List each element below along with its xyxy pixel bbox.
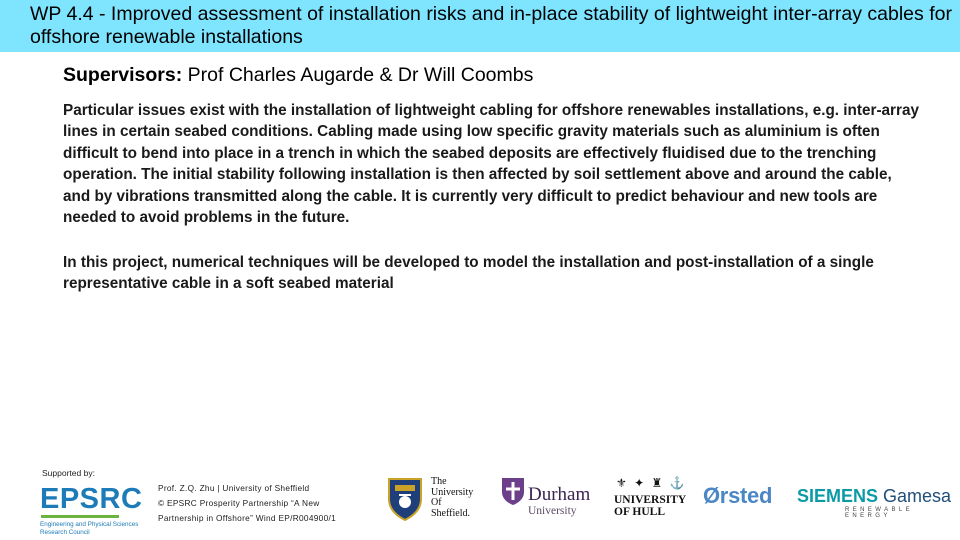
siemens-gamesa-logo <box>797 486 951 507</box>
epsrc-wordmark: EPSRC <box>40 483 143 515</box>
sheffield-wordmark <box>431 477 473 519</box>
supported-by-label: Supported by: <box>42 468 95 478</box>
sheffield-text-line: Sheffield. <box>431 507 470 519</box>
title-bar <box>0 0 960 52</box>
funding-credit <box>158 481 373 526</box>
sheffield-text-line: The <box>431 476 447 487</box>
sheffield-crest-icon <box>385 475 425 521</box>
sheffield-text-line: University <box>431 486 474 498</box>
hull-emblem-icon: ⚜ ✦ ♜ ⚓ <box>616 476 687 490</box>
orsted-logo: Ørsted <box>703 483 773 508</box>
footer <box>0 460 960 540</box>
hull-text-line: OF HULL <box>614 506 666 518</box>
body-paragraph-1: Particular issues exist with the installation of lightweight cabling for offshore renewables installations, e.g. inter-array lines in certain seabed conditions. Cabling made using low specific gravity materials such as aluminium is often difficult to bend into place in a trench in which the seabed deposits are effectively fluidised due to the trenching operation. The initial stability following installation is then affected by soil settlement above and around the cable, and by vibrations transmitted along the cable. It is currently very difficult to predict behaviour and new tools are needed to avoid problems in the future. <box>63 102 919 227</box>
durham-wordmark: Durham <box>528 484 591 505</box>
supervisors-line <box>63 63 533 87</box>
supervisors-names: Prof Charles Augarde & Dr Will Coombs <box>182 64 534 86</box>
supervisors-label: Supervisors: <box>63 64 183 86</box>
credit-line: © EPSRC Prosperity Partnership “A New <box>158 498 320 508</box>
credit-line: Prof. Z.Q. Zhu | University of Sheffield <box>158 483 310 493</box>
siemens-subtitle: RENEWABLE ENERGY <box>845 507 914 519</box>
credit-line: Partnership in Offshore” Wind EP/R004900/1 <box>158 513 337 523</box>
durham-crest-icon <box>500 476 526 506</box>
hull-wordmark <box>614 494 686 518</box>
epsrc-underline <box>41 515 119 518</box>
gamesa-wordmark: Gamesa <box>878 486 952 506</box>
epsrc-logo <box>40 484 152 536</box>
epsrc-subtitle: Engineering and Physical Sciences Research Council <box>40 521 139 536</box>
hull-text-line: UNIVERSITY <box>614 494 687 506</box>
sheffield-text-line: Of <box>431 497 442 508</box>
siemens-wordmark: SIEMENS <box>797 486 879 506</box>
body-paragraph-2: In this project, numerical techniques will be developed to model the installation and post-installation of a single representative cable in a soft seabed material <box>63 254 874 293</box>
durham-subtitle: University <box>528 505 577 517</box>
slide-title: WP 4.4 - Improved assessment of installation risks and in-place stability of lightweight inter-array cables for offshore renewable installations <box>30 3 952 48</box>
